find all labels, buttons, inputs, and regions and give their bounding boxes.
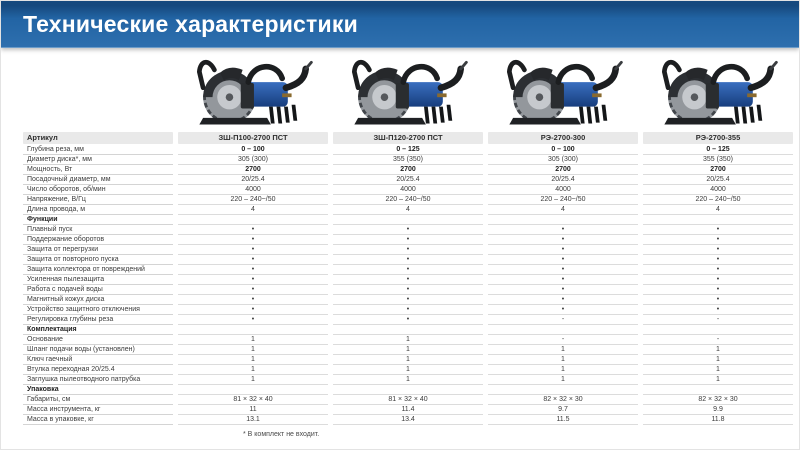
table-header-row — [23, 132, 799, 144]
section-cell — [488, 325, 638, 335]
spec-table-body — [23, 145, 799, 425]
table-row — [23, 345, 799, 355]
cell-value: 1 — [178, 375, 328, 385]
table-row — [23, 175, 799, 185]
cell-value: 1 — [333, 335, 483, 345]
section-cell — [643, 325, 793, 335]
cell-value: • — [643, 275, 793, 285]
cell-value: • — [333, 245, 483, 255]
cell-value: 220 – 240~/50 — [488, 195, 638, 205]
row-label: Габариты, см — [23, 395, 173, 405]
cell-value: 1 — [333, 365, 483, 375]
cell-value: 355 (350) — [333, 155, 483, 165]
row-label: Магнитный кожух диска — [23, 295, 173, 305]
cell-value: 0 – 125 — [333, 145, 483, 155]
cell-value: 13.4 — [333, 415, 483, 425]
row-label: Защита от повторного пуска — [23, 255, 173, 265]
product-image-1 — [178, 48, 328, 132]
section-cell — [178, 385, 328, 395]
cell-value: • — [643, 255, 793, 265]
table-row — [23, 185, 799, 195]
cell-value: • — [488, 245, 638, 255]
product-image-2 — [333, 48, 483, 132]
cell-value: • — [178, 285, 328, 295]
cell-value: • — [643, 285, 793, 295]
cell-value: 1 — [488, 375, 638, 385]
section-label: Упаковка — [23, 385, 173, 395]
cell-value: • — [333, 225, 483, 235]
section-cell — [333, 215, 483, 225]
cell-value: • — [178, 245, 328, 255]
cell-value: 4 — [178, 205, 328, 215]
cell-value: 220 – 240~/50 — [178, 195, 328, 205]
spec-table — [1, 132, 799, 425]
cell-value: 220 – 240~/50 — [643, 195, 793, 205]
cell-value: • — [333, 235, 483, 245]
cell-value: • — [488, 225, 638, 235]
cell-value: 1 — [178, 345, 328, 355]
cell-value: 0 – 100 — [488, 145, 638, 155]
images-row-spacer — [23, 48, 173, 132]
row-label: Плавный пуск — [23, 225, 173, 235]
cell-value: 2700 — [178, 165, 328, 175]
cell-value: 0 – 100 — [178, 145, 328, 155]
table-row — [23, 225, 799, 235]
cell-value: 1 — [488, 345, 638, 355]
section-label: Комплектация — [23, 325, 173, 335]
row-label: Глубина реза, мм — [23, 145, 173, 155]
column-header-product-2: ЗШ-П120-2700 ПСТ — [333, 132, 483, 144]
cell-value: • — [488, 285, 638, 295]
cell-value: • — [333, 255, 483, 265]
row-label: Шланг подачи воды (установлен) — [23, 345, 173, 355]
row-label: Поддержание оборотов — [23, 235, 173, 245]
cell-value: 11.4 — [333, 405, 483, 415]
page-title: Технические характеристики — [23, 10, 358, 37]
cell-value: 4 — [488, 205, 638, 215]
cell-value: - — [643, 315, 793, 325]
section-cell — [643, 215, 793, 225]
cell-value: • — [643, 295, 793, 305]
row-label: Заглушка пылеотводного патрубка — [23, 375, 173, 385]
cell-value: 20/25.4 — [643, 175, 793, 185]
cell-value: 4000 — [333, 185, 483, 195]
product-image-3 — [488, 48, 638, 132]
cell-value: • — [488, 235, 638, 245]
cell-value: 11.8 — [643, 415, 793, 425]
cell-value: • — [178, 255, 328, 265]
cell-value: 1 — [333, 345, 483, 355]
section-row — [23, 325, 799, 335]
cell-value: • — [178, 275, 328, 285]
table-row — [23, 245, 799, 255]
column-header-product-3: РЭ-2700-300 — [488, 132, 638, 144]
cell-value: • — [488, 305, 638, 315]
cell-value: 11 — [178, 405, 328, 415]
row-label: Мощность, Вт — [23, 165, 173, 175]
row-label: Число оборотов, об/мин — [23, 185, 173, 195]
cell-value: • — [178, 235, 328, 245]
section-cell — [488, 385, 638, 395]
cell-value: 1 — [333, 375, 483, 385]
cell-value: 1 — [178, 355, 328, 365]
cell-value: • — [333, 305, 483, 315]
row-label: Устройство защитного отключения — [23, 305, 173, 315]
cell-value: 1 — [488, 355, 638, 365]
cell-value: 4000 — [178, 185, 328, 195]
column-header-product-1: ЗШ-П100-2700 ПСТ — [178, 132, 328, 144]
cell-value: • — [488, 265, 638, 275]
table-row — [23, 165, 799, 175]
cell-value: • — [643, 265, 793, 275]
cell-value: 20/25.4 — [488, 175, 638, 185]
section-cell — [333, 385, 483, 395]
row-label: Работа с подачей воды — [23, 285, 173, 295]
table-row — [23, 335, 799, 345]
cell-value: 2700 — [333, 165, 483, 175]
row-label: Ключ гаечный — [23, 355, 173, 365]
cell-value: 1 — [643, 375, 793, 385]
section-cell — [488, 215, 638, 225]
section-row — [23, 385, 799, 395]
cell-value: 355 (350) — [643, 155, 793, 165]
row-label: Втулка переходная 20/25.4 — [23, 365, 173, 375]
cell-value: - — [488, 315, 638, 325]
cell-value: 20/25.4 — [178, 175, 328, 185]
cell-value: • — [178, 305, 328, 315]
cell-value: 11.5 — [488, 415, 638, 425]
cell-value: 81 × 32 × 40 — [178, 395, 328, 405]
cell-value: - — [643, 335, 793, 345]
row-label: Защита от перегрузки — [23, 245, 173, 255]
cell-value: 1 — [178, 335, 328, 345]
cell-value: 9.9 — [643, 405, 793, 415]
table-row — [23, 195, 799, 205]
table-row — [23, 285, 799, 295]
cell-value: 4 — [333, 205, 483, 215]
cell-value: 82 × 32 × 30 — [488, 395, 638, 405]
product-image-4 — [643, 48, 793, 132]
cell-value: 305 (300) — [178, 155, 328, 165]
table-row — [23, 265, 799, 275]
table-row — [23, 365, 799, 375]
column-header-product-4: РЭ-2700-355 — [643, 132, 793, 144]
cell-value: • — [333, 295, 483, 305]
table-row — [23, 355, 799, 365]
cell-value: 4000 — [488, 185, 638, 195]
table-row — [23, 205, 799, 215]
cell-value: - — [488, 335, 638, 345]
table-row — [23, 145, 799, 155]
cell-value: 13.1 — [178, 415, 328, 425]
cell-value: • — [488, 295, 638, 305]
cell-value: 1 — [488, 365, 638, 375]
table-row — [23, 415, 799, 425]
section-cell — [178, 215, 328, 225]
row-label: Напряжение, В/Гц — [23, 195, 173, 205]
table-row — [23, 295, 799, 305]
row-label: Масса в упаковке, кг — [23, 415, 173, 425]
cell-value: 2700 — [643, 165, 793, 175]
cell-value: • — [178, 265, 328, 275]
cell-value: • — [178, 225, 328, 235]
cell-value: • — [488, 255, 638, 265]
section-label: Функции — [23, 215, 173, 225]
cell-value: 20/25.4 — [333, 175, 483, 185]
table-row — [23, 155, 799, 165]
row-label: Усиленная пылезащита — [23, 275, 173, 285]
cell-value: 220 – 240~/50 — [333, 195, 483, 205]
row-label: Длина провода, м — [23, 205, 173, 215]
cell-value: • — [643, 305, 793, 315]
cell-value: • — [333, 265, 483, 275]
row-label: Посадочный диаметр, мм — [23, 175, 173, 185]
table-row — [23, 255, 799, 265]
row-label: Регулировка глубины реза — [23, 315, 173, 325]
table-row — [23, 235, 799, 245]
cell-value: 1 — [333, 355, 483, 365]
table-row — [23, 405, 799, 415]
cell-value: • — [643, 245, 793, 255]
cell-value: • — [178, 315, 328, 325]
cell-value: • — [643, 225, 793, 235]
column-header-article: Артикул — [23, 132, 173, 144]
row-label: Основание — [23, 335, 173, 345]
footnote: * В комплект не входит. — [243, 431, 320, 438]
cell-value: 4 — [643, 205, 793, 215]
section-row — [23, 215, 799, 225]
cell-value: 0 – 125 — [643, 145, 793, 155]
cell-value: 1 — [643, 345, 793, 355]
table-row — [23, 315, 799, 325]
product-images-row — [1, 48, 799, 132]
cell-value: • — [333, 275, 483, 285]
cell-value: • — [488, 275, 638, 285]
cell-value: • — [333, 285, 483, 295]
section-cell — [643, 385, 793, 395]
cell-value: 4000 — [643, 185, 793, 195]
cell-value: 82 × 32 × 30 — [643, 395, 793, 405]
cell-value: • — [333, 315, 483, 325]
cell-value: 1 — [178, 365, 328, 375]
table-row — [23, 275, 799, 285]
row-label: Защита коллектора от повреждений — [23, 265, 173, 275]
section-cell — [333, 325, 483, 335]
cell-value: 1 — [643, 355, 793, 365]
table-row — [23, 305, 799, 315]
section-cell — [178, 325, 328, 335]
table-row — [23, 375, 799, 385]
cell-value: • — [643, 235, 793, 245]
cell-value: 81 × 32 × 40 — [333, 395, 483, 405]
row-label: Масса инструмента, кг — [23, 405, 173, 415]
row-label: Диаметр диска*, мм — [23, 155, 173, 165]
cell-value: 9.7 — [488, 405, 638, 415]
cell-value: • — [178, 295, 328, 305]
cell-value: 305 (300) — [488, 155, 638, 165]
cell-value: 2700 — [488, 165, 638, 175]
table-row — [23, 395, 799, 405]
title-band — [1, 1, 799, 48]
cell-value: 1 — [643, 365, 793, 375]
